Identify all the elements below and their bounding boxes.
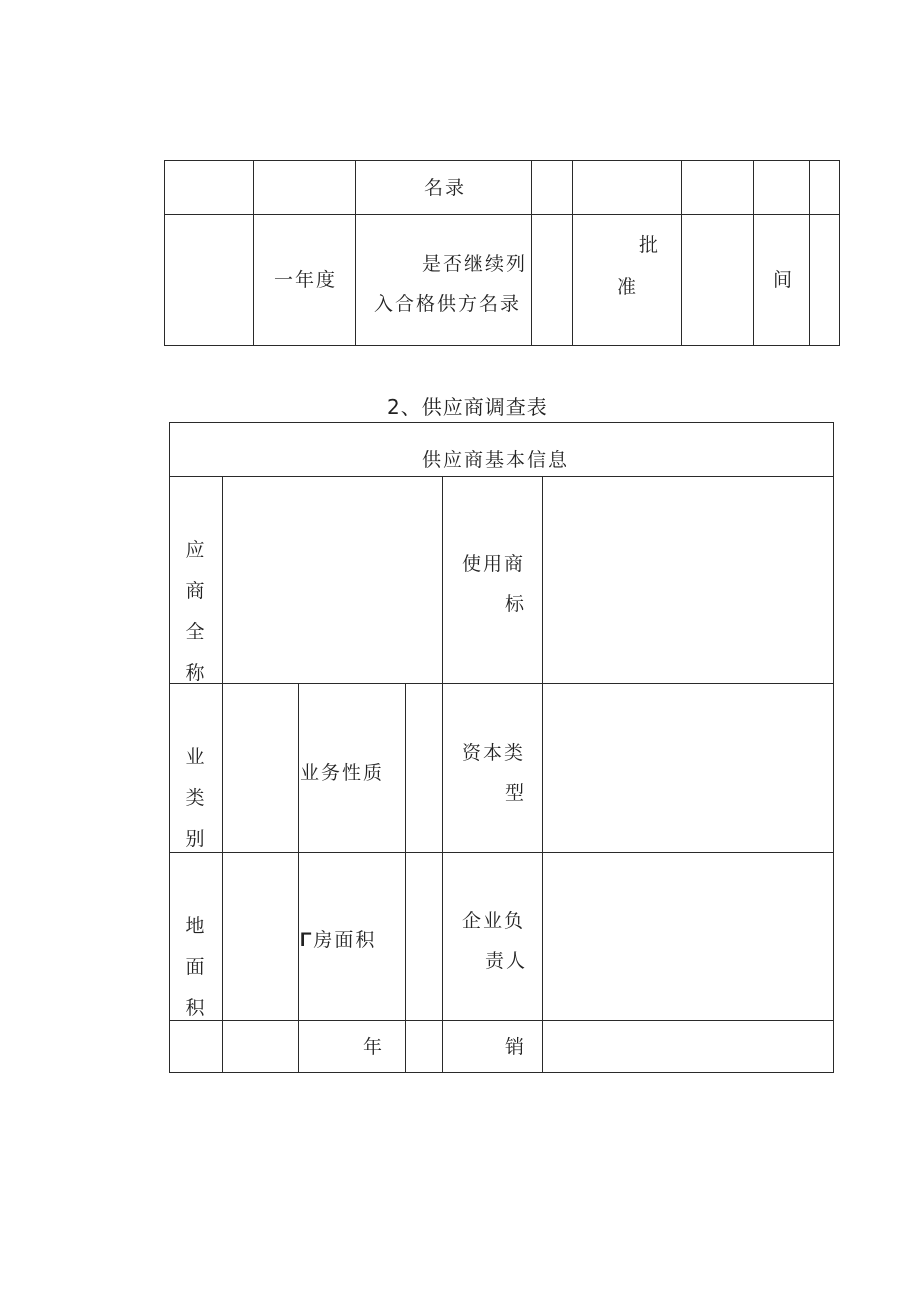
top-table-col-divider (809, 160, 810, 346)
top-table-col-divider (572, 160, 573, 346)
survey-table-row-divider (169, 683, 834, 684)
business-category-label: 业 类 别 (185, 746, 205, 850)
building-area-mark: Γ (300, 930, 314, 951)
top-table-cell-continue-line1: 是否继续列 (422, 253, 528, 275)
capital-type-label-line2: 型 (505, 782, 527, 804)
top-table-border-bottom (164, 345, 840, 346)
top-table-col-divider (253, 160, 254, 346)
top-table-cell-year: 一年度 (274, 269, 338, 291)
legal-representative-label-line2: 责人 (485, 950, 528, 972)
survey-table-border-bottom (169, 1072, 834, 1073)
survey-table-col-divider (298, 683, 299, 1073)
survey-table-col-divider (442, 476, 443, 1073)
top-table-col-divider (531, 160, 532, 346)
top-table-cell-approve-line2: 准 (617, 276, 639, 298)
sales-label: 销 (505, 1036, 527, 1058)
annual-label: 年 (363, 1036, 385, 1058)
trademark-label-line1: 使用商 (462, 553, 526, 575)
survey-table-row-divider (169, 476, 834, 477)
survey-table-col-divider (405, 683, 406, 1073)
survey-table-border-left (169, 422, 170, 1073)
building-area-label: Γ房面积 (300, 929, 377, 951)
capital-type-label-line1: 资本类 (462, 742, 526, 764)
top-table-border-top (164, 160, 840, 161)
land-area-label: 地 面 积 (185, 915, 205, 1019)
top-table-col-divider (753, 160, 754, 346)
survey-table-border-right (833, 422, 834, 1073)
top-table-col-divider (355, 160, 356, 346)
top-table-cell-time: 间 (773, 269, 795, 291)
survey-table-col-divider (542, 476, 543, 1073)
survey-table-col-divider (222, 476, 223, 1073)
survey-table-row-divider (169, 1020, 834, 1021)
survey-table-border-top (169, 422, 834, 423)
section-title: 2、供应商调查表 (387, 395, 548, 419)
top-table-col-divider (681, 160, 682, 346)
trademark-label-line2: 标 (505, 593, 527, 615)
supplier-full-name-label: 应 商 全 称 (185, 539, 205, 684)
survey-table-header: 供应商基本信息 (422, 449, 570, 471)
business-nature-label: 业务性质 (300, 762, 385, 784)
top-table-cell-continue-line2: 入合格供方名录 (374, 293, 522, 315)
top-table-border-right (839, 160, 840, 346)
legal-representative-label-line1: 企业负 (462, 910, 526, 932)
survey-table-row-divider (169, 852, 834, 853)
top-table-cell-roster: 名录 (424, 177, 467, 199)
top-table-row-divider (164, 214, 840, 215)
top-table-cell-approve-line1: 批 (639, 234, 661, 256)
top-table-border-left (164, 160, 165, 346)
